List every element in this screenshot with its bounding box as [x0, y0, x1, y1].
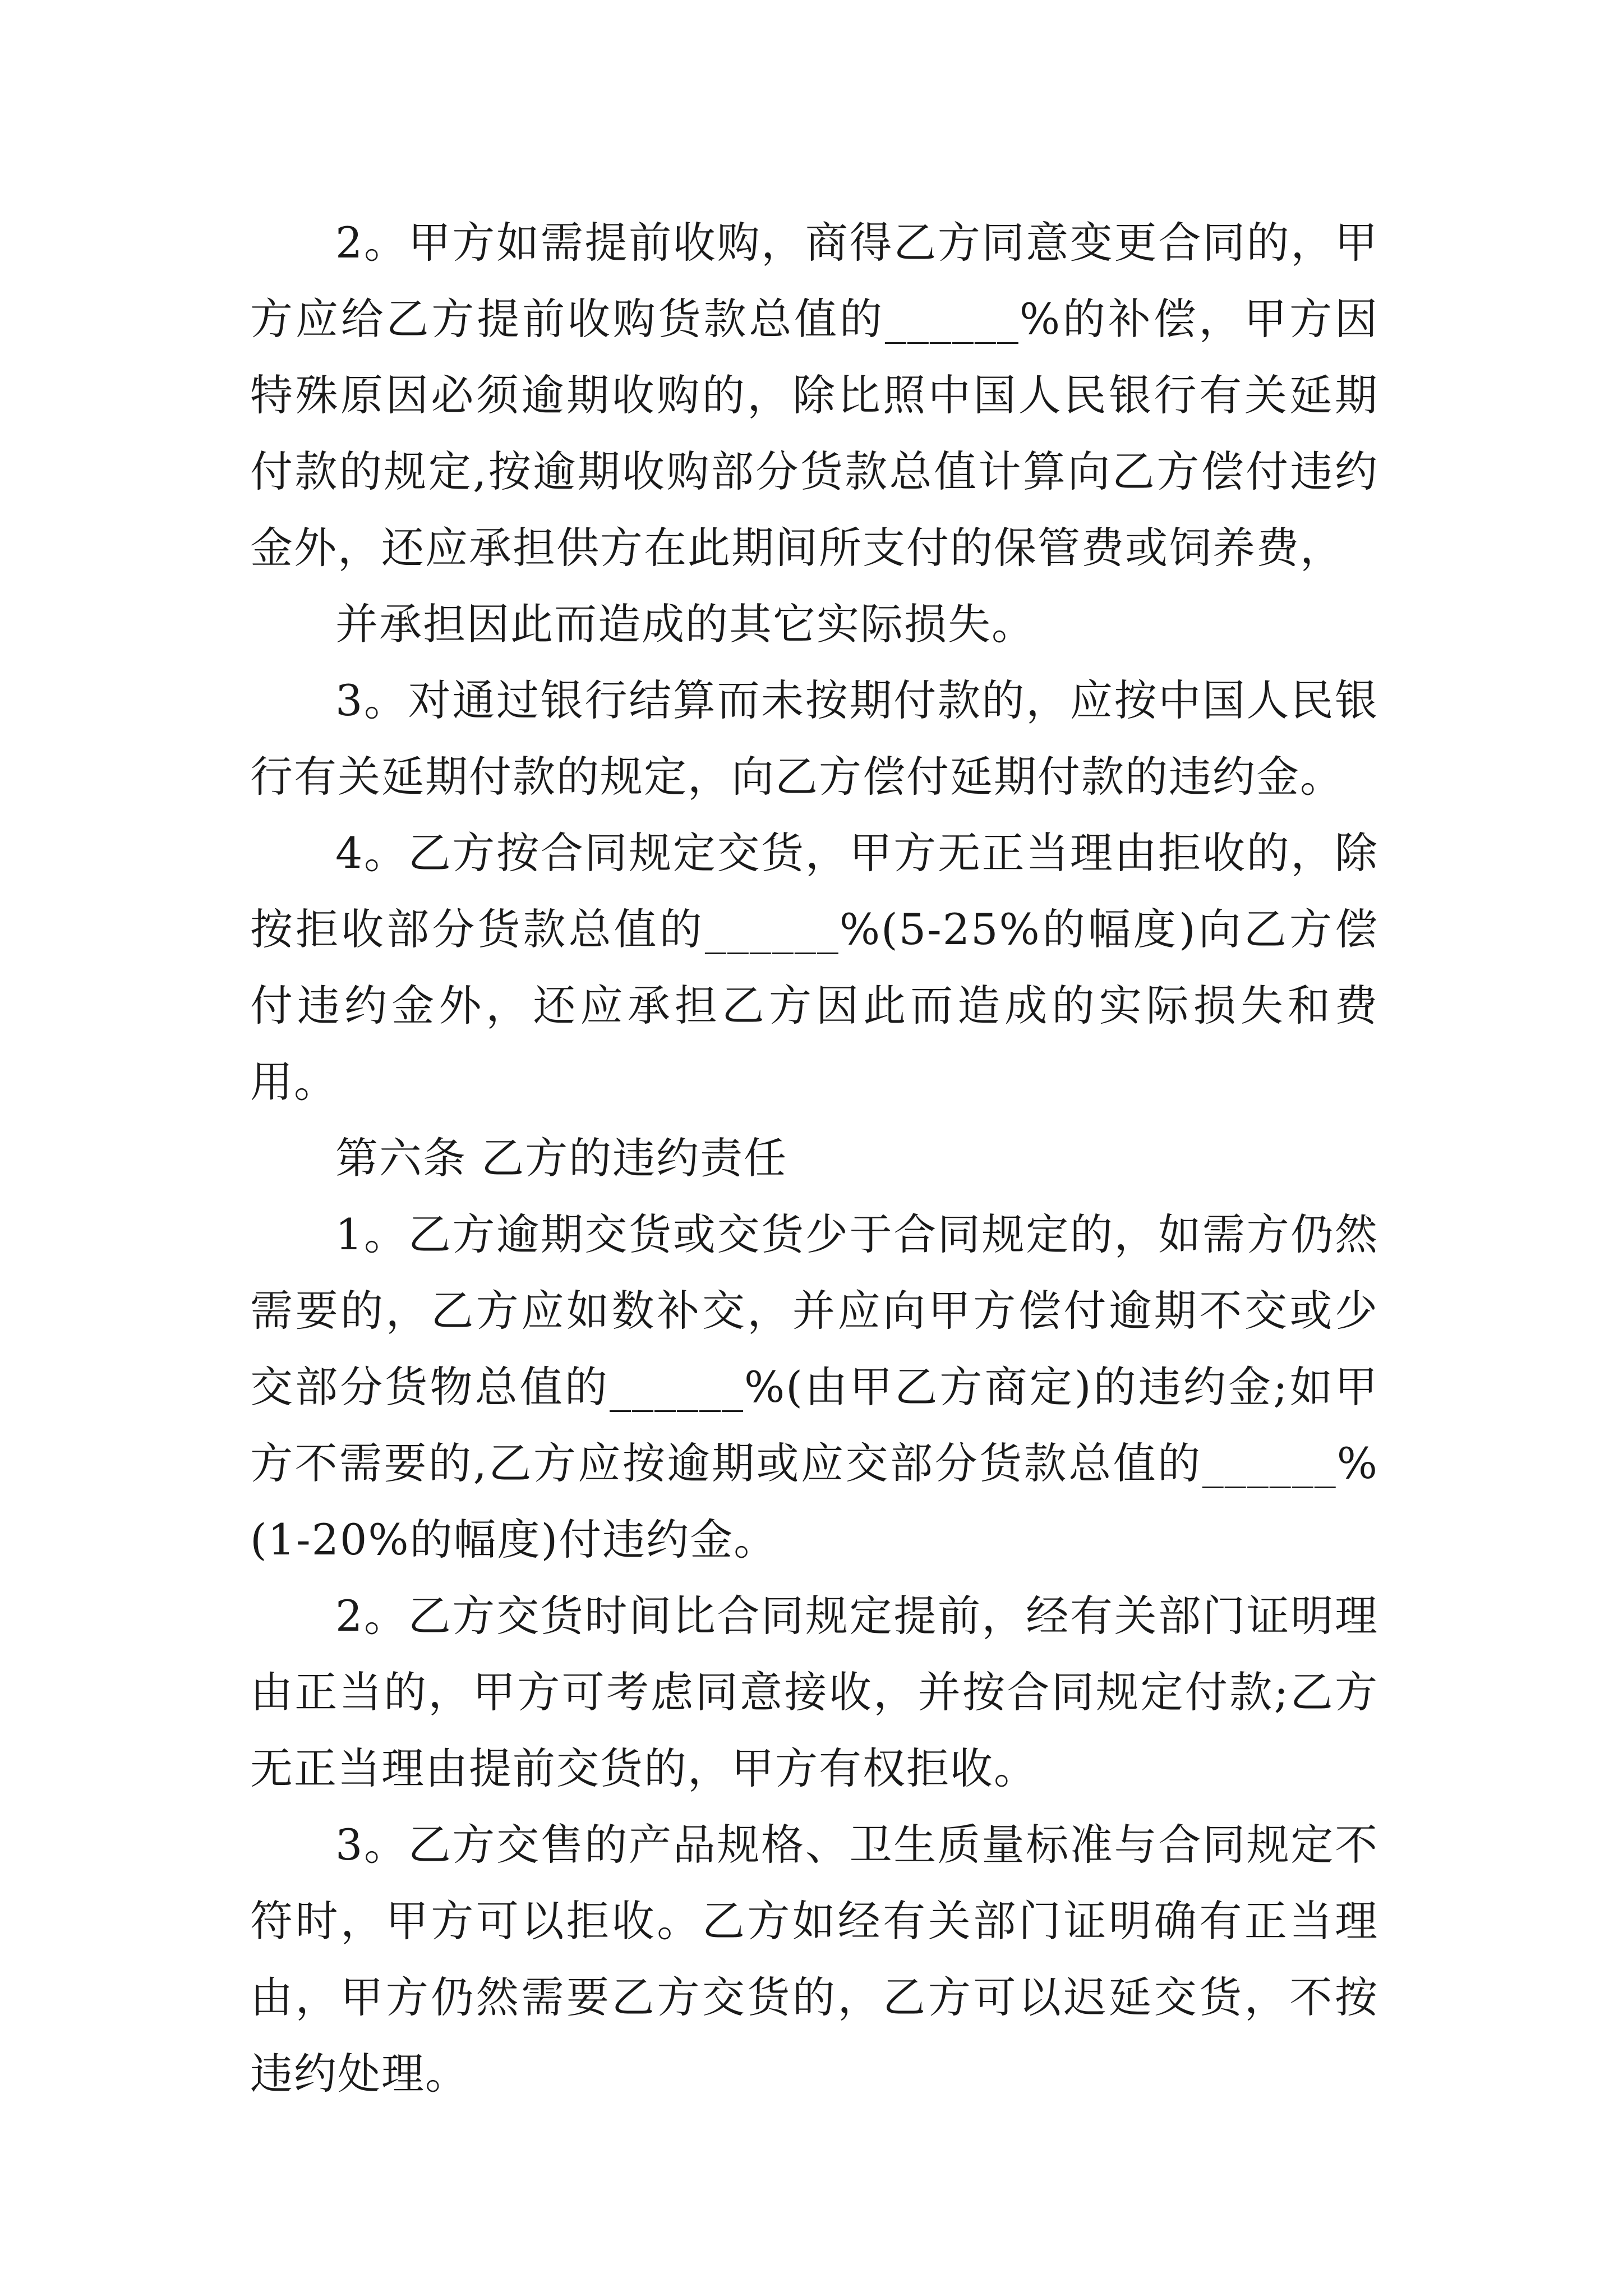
paragraph-clause-3-bank-settlement: 3。对通过银行结算而未按期付款的，应按中国人民银行有关延期付款的规定，向乙方偿付延期付款的违约金。: [250, 675, 1378, 802]
paragraph-clause-4-rejection: 4。乙方按合同规定交货，甲方无正当理由拒收的，除按拒收部分货款总值的______%(5-25%的幅度)向乙方偿付违约金外，还应承担乙方因此而造成的实际损失和费用。: [250, 828, 1378, 1107]
paragraph-other-losses: 并承担因此而造成的其它实际损失。: [335, 599, 1035, 649]
document-body: [250, 205, 1378, 2112]
paragraph-article6-clause-1: 1。乙方逾期交货或交货少于合同规定的，如需方仍然需要的，乙方应如数补交，并应向甲方偿付逾期不交或少交部分货物总值的______%(由甲乙方商定)的违约金;如甲方不需要的,乙方应按逾期或应交部分货款总值的______%(1-20%的幅度)付违约金。: [250, 1209, 1378, 1565]
paragraph-article6-clause-2: 2。乙方交货时间比合同规定提前，经有关部门证明理由正当的，甲方可考虑同意接收，并按合同规定付款;乙方无正当理由提前交货的，甲方有权拒收。: [250, 1591, 1378, 1793]
paragraph-article6-clause-3: 3。乙方交售的产品规格、卫生质量标准与合同规定不符时，甲方可以拒收。乙方如经有关部门证明确有正当理由，甲方仍然需要乙方交货的，乙方可以迟延交货，不按违约处理。: [250, 1820, 1378, 2099]
paragraph-clause-2-early-purchase: 2。甲方如需提前收购，商得乙方同意变更合同的，甲方应给乙方提前收购货款总值的______%的补偿，甲方因特殊原因必须逾期收购的，除比照中国人民银行有关延期付款的规定,按逾期收购部分货款总值计算向乙方偿付违约金外，还应承担供方在此期间所支付的保管费或饲养费，: [250, 218, 1378, 573]
section-heading-article-6: 第六条 乙方的违约责任: [335, 1133, 788, 1183]
